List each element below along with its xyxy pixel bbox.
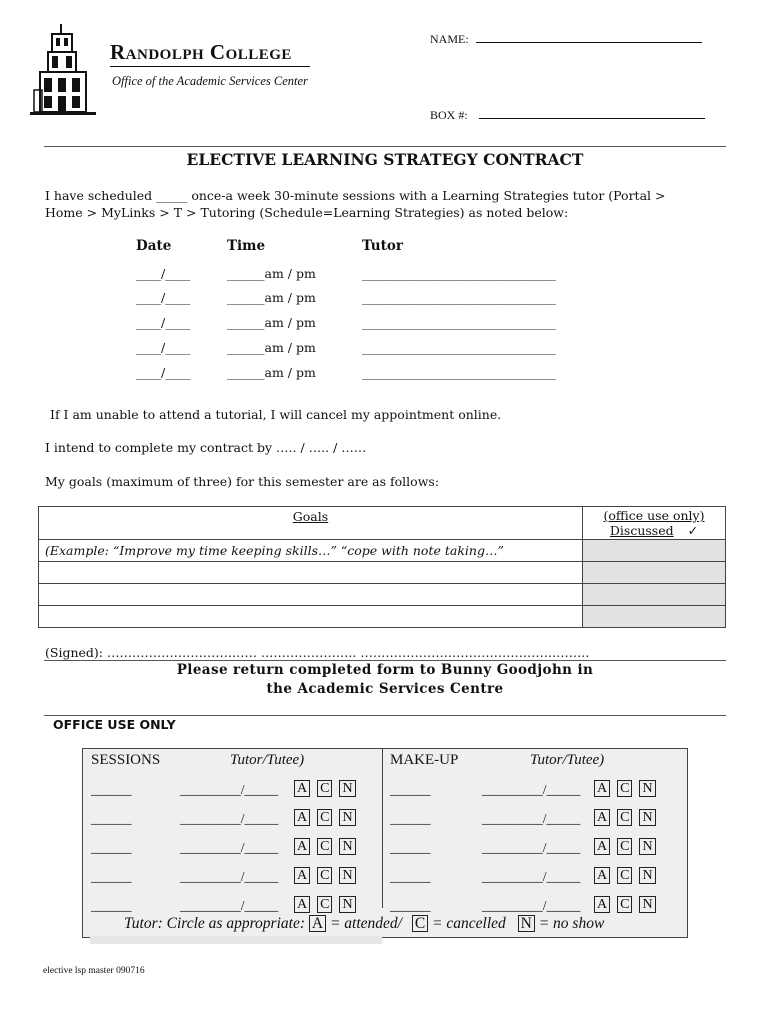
schedule-header-date: Date (136, 238, 172, 254)
status-letter-a[interactable]: A (294, 838, 310, 855)
status-letter-n[interactable]: N (639, 838, 655, 855)
schedule-date[interactable]: ____/____ (136, 290, 191, 305)
status-letter-n[interactable]: N (639, 896, 655, 913)
session-status-letters (294, 867, 363, 884)
schedule-date[interactable]: ____/____ (136, 365, 191, 380)
status-letter-a[interactable]: A (594, 838, 610, 855)
footer-version: elective lsp master 090716 (43, 966, 145, 976)
status-letter-n[interactable]: N (639, 780, 655, 797)
makeup-status-letters (594, 780, 663, 797)
goal-cell[interactable] (39, 584, 583, 606)
legend-n: N (518, 915, 535, 932)
discussed-cell (583, 606, 726, 628)
schedule-header-tutor: Tutor (362, 238, 403, 254)
schedule-time[interactable]: ______am / pm (227, 365, 316, 380)
legend-a: A (309, 915, 326, 932)
status-letter-a[interactable]: A (294, 896, 310, 913)
legend-c-text: = cancelled (432, 915, 506, 932)
session-blank[interactable]: ______ (91, 898, 132, 913)
goals-header: Goals (292, 509, 329, 524)
session-tutor-tutee-blank[interactable]: _________/_____ (180, 898, 279, 913)
session-tutor-tutee-blank[interactable]: _________/_____ (180, 782, 279, 797)
signed-line[interactable]: (Signed): ……………………………… ………………….. ………………………………………………. (45, 645, 590, 660)
schedule-date[interactable]: ____/____ (136, 315, 191, 330)
makeup-tutor-tutee-blank[interactable]: _________/_____ (482, 840, 581, 855)
return-line-2: the Academic Services Centre (266, 681, 504, 697)
makeup-blank[interactable]: ______ (390, 869, 431, 884)
return-divider (44, 715, 726, 716)
office-use-header: (office use only) (603, 508, 705, 523)
makeup-tutor-tutee-blank[interactable]: _________/_____ (482, 811, 581, 826)
intro-line-1: I have scheduled _____ once-a week 30-minute sessions with a Learning Strategies tutor (Portal > (45, 188, 666, 203)
status-letter-c[interactable]: C (317, 780, 332, 797)
table-row (39, 540, 726, 562)
check-mark-icon: ✓ (687, 523, 699, 538)
status-letter-n[interactable]: N (639, 867, 655, 884)
cancel-statement: If I am unable to attend a tutorial, I will cancel my appointment online. (50, 407, 502, 422)
makeup-blank[interactable]: ______ (390, 782, 431, 797)
page-title: ELECTIVE LEARNING STRATEGY CONTRACT (186, 150, 584, 169)
session-tutor-tutee-blank[interactable]: _________/_____ (180, 869, 279, 884)
name-blank[interactable] (476, 42, 702, 43)
tutor-tutee-label: Tutor/Tutee) (530, 752, 605, 768)
goal-example: (Example: “Improve my time keeping skills…” “cope with note taking…” (45, 543, 504, 558)
status-letter-n[interactable]: N (639, 809, 655, 826)
legend (124, 915, 604, 933)
schedule-header-time: Time (227, 238, 266, 254)
office-use-divider (382, 748, 383, 908)
table-row (39, 562, 726, 584)
schedule-tutor[interactable]: _______________________________ (362, 365, 556, 380)
status-letter-c[interactable]: C (617, 896, 632, 913)
goal-example-cell[interactable] (39, 540, 583, 562)
makeup-label: MAKE-UP (390, 752, 459, 768)
goals-header-cell (39, 507, 583, 540)
makeup-blank[interactable]: ______ (390, 840, 431, 855)
office-use-title: OFFICE USE ONLY (53, 717, 176, 732)
status-letter-c[interactable]: C (617, 809, 632, 826)
table-row (39, 584, 726, 606)
discussed-cell (583, 540, 726, 562)
status-letter-n[interactable]: N (339, 867, 355, 884)
status-letter-c[interactable]: C (317, 838, 332, 855)
box-label: BOX #: (430, 108, 468, 122)
box-field[interactable] (430, 108, 705, 123)
table-row (39, 606, 726, 628)
legend-n-text: = no show (538, 915, 605, 932)
legend-prefix: Tutor: Circle as appropriate: (124, 915, 305, 932)
schedule-time[interactable]: ______am / pm (227, 266, 316, 281)
makeup-status-letters (594, 896, 663, 913)
return-line-1: Please return completed form to Bunny Goodjohn in (176, 662, 594, 678)
college-name-underline (110, 66, 310, 67)
status-letter-a[interactable]: A (294, 867, 310, 884)
schedule-time[interactable]: ______am / pm (227, 315, 316, 330)
header-divider (44, 146, 726, 147)
makeup-status-letters (594, 809, 663, 826)
signed-divider (44, 660, 726, 661)
session-blank[interactable]: ______ (91, 869, 132, 884)
status-letter-a[interactable]: A (594, 867, 610, 884)
schedule-date[interactable]: ____/____ (136, 340, 191, 355)
status-letter-n[interactable]: N (339, 838, 355, 855)
status-letter-c[interactable]: C (317, 896, 332, 913)
goals-table (38, 506, 726, 628)
schedule-tutor[interactable]: _______________________________ (362, 315, 556, 330)
name-label: NAME: (430, 32, 469, 46)
status-letter-c[interactable]: C (617, 838, 632, 855)
name-field[interactable] (430, 32, 702, 47)
schedule-time[interactable]: ______am / pm (227, 340, 316, 355)
goal-cell[interactable] (39, 562, 583, 584)
status-letter-c[interactable]: C (617, 867, 632, 884)
makeup-tutor-tutee-blank[interactable]: _________/_____ (482, 782, 581, 797)
randolph-college-logo (30, 20, 110, 116)
schedule-date[interactable]: ____/____ (136, 266, 191, 281)
status-letter-c[interactable]: C (317, 809, 332, 826)
goal-cell[interactable] (39, 606, 583, 628)
session-blank[interactable]: ______ (91, 782, 132, 797)
discussed-cell (583, 584, 726, 606)
makeup-blank[interactable]: ______ (390, 898, 431, 913)
discussed-header: Discussed (609, 523, 674, 538)
status-letter-n[interactable]: N (339, 896, 355, 913)
intro-line-2: Home > MyLinks > T > Tutoring (Schedule=Learning Strategies) as noted below: (45, 205, 569, 220)
legend-c: C (412, 915, 428, 932)
office-use-shadow (90, 936, 382, 944)
tutor-tutee-label: Tutor/Tutee) (230, 752, 305, 768)
box-blank[interactable] (479, 118, 705, 119)
goals-table-header (39, 507, 726, 540)
schedule-tutor[interactable]: _______________________________ (362, 290, 556, 305)
makeup-tutor-tutee-blank[interactable]: _________/_____ (482, 898, 581, 913)
schedule-time[interactable]: ______am / pm (227, 290, 316, 305)
college-name: Randolph College (110, 40, 292, 64)
makeup-tutor-tutee-blank[interactable]: _________/_____ (482, 869, 581, 884)
legend-a-text: = attended/ (329, 915, 402, 932)
status-letter-a[interactable]: A (594, 896, 610, 913)
session-status-letters (294, 809, 363, 826)
status-letter-a[interactable]: A (294, 809, 310, 826)
session-status-letters (294, 838, 363, 855)
session-status-letters (294, 780, 363, 797)
office-name: Office of the Academic Services Center (112, 74, 308, 88)
office-use-header-cell (583, 507, 726, 540)
status-letter-a[interactable]: A (594, 809, 610, 826)
session-tutor-tutee-blank[interactable]: _________/_____ (180, 811, 279, 826)
sessions-label: SESSIONS (91, 752, 161, 768)
schedule-tutor[interactable]: _______________________________ (362, 266, 556, 281)
status-letter-c[interactable]: C (317, 867, 332, 884)
status-letter-n[interactable]: N (339, 809, 355, 826)
makeup-blank[interactable]: ______ (390, 811, 431, 826)
discussed-cell (583, 562, 726, 584)
makeup-status-letters (594, 838, 663, 855)
goals-statement: My goals (maximum of three) for this semester are as follows: (45, 474, 440, 489)
schedule-tutor[interactable]: _______________________________ (362, 340, 556, 355)
session-tutor-tutee-blank[interactable]: _________/_____ (180, 840, 279, 855)
complete-statement: I intend to complete my contract by ….. / ….. / …… (45, 440, 367, 455)
session-blank[interactable]: ______ (91, 840, 132, 855)
status-letter-n[interactable]: N (339, 780, 355, 797)
status-letter-a[interactable]: A (594, 780, 610, 797)
status-letter-a[interactable]: A (294, 780, 310, 797)
session-blank[interactable]: ______ (91, 811, 132, 826)
session-status-letters (294, 896, 363, 913)
makeup-status-letters (594, 867, 663, 884)
status-letter-c[interactable]: C (617, 780, 632, 797)
